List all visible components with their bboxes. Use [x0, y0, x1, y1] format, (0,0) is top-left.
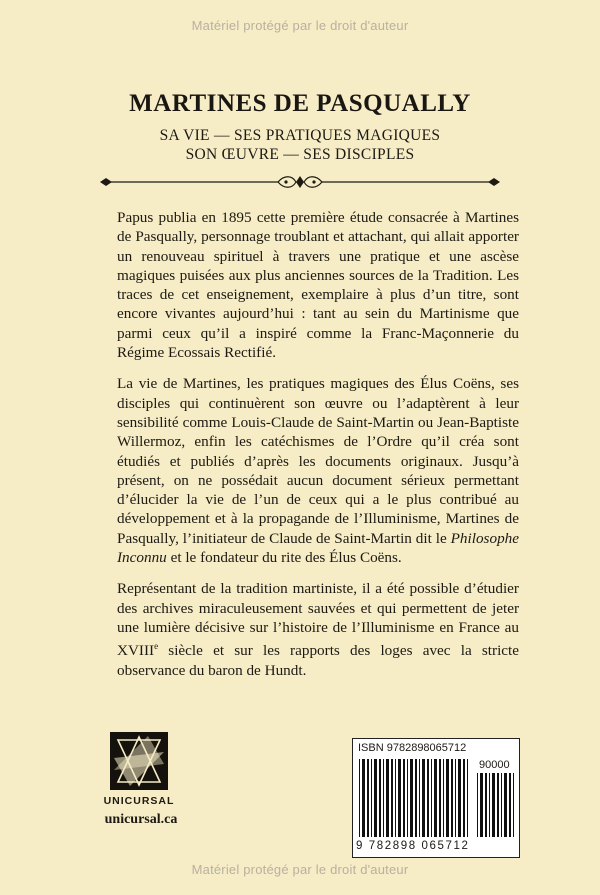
barcode-bar [492, 773, 495, 837]
barcode-bar [446, 759, 449, 837]
barcode-bar [383, 759, 384, 837]
superscript-e: e [154, 641, 159, 652]
isbn-barcode-box [352, 738, 520, 858]
publisher-logo-icon [110, 732, 168, 790]
paragraph-2 [117, 374, 519, 567]
barcode-bar [451, 759, 453, 837]
isbn-label: ISBN 9782898065712 [358, 742, 467, 754]
barcode-bar [403, 759, 405, 837]
barcode-bar [359, 759, 360, 837]
barcode-bar [463, 759, 465, 837]
barcode-bar [443, 759, 444, 837]
barcode-addon-bars [477, 773, 515, 837]
barcode-bar [501, 773, 502, 837]
barcode-bar [415, 759, 417, 837]
barcode-bar [497, 773, 499, 837]
barcode-bar [439, 759, 441, 837]
barcode-bar [422, 759, 425, 837]
barcode-bar [371, 759, 372, 837]
watermark-top: Matériel protégé par le droit d'auteur [191, 18, 409, 33]
barcode-bar [410, 759, 413, 837]
barcode-bar [395, 759, 396, 837]
barcode-bar [362, 759, 365, 837]
subtitle-line-1: SA VIE — SES PRATIQUES MAGIQUES [159, 127, 441, 144]
price-code: 90000 [479, 759, 510, 771]
barcode-bar [489, 773, 490, 837]
watermark-bottom: Matériel protégé par le droit d'auteur [191, 862, 409, 877]
barcode-bar [480, 773, 483, 837]
barcode-digits: 9 782898 065712 [356, 840, 470, 852]
publisher-website: unicursal.ca [104, 812, 178, 827]
paragraph-1: Papus publia en 1895 cette première étude consacrée à Martines de Pasqually, personnage troublant et attachant, qui allait apporter un renouveau spirituel à travers une pratique et une ascèse magiques puisées aux plus anciennes sources de la Tradition. Les traces de cet enseignement, exemplaire à plus d’un titre, sont encore vivantes aujourd’hui : tant au sein du Martinisme que parmi ceux qu’il a inspiré comme la Franc-Maçonnerie du Régime Ecossais Rectifié. [117, 209, 519, 362]
book-title: MARTINES DE PASQUALLY [129, 90, 471, 117]
paragraph-3-text: Représentant de la tradition martiniste, il a été possible d’étudier des archives miraculeusement sauvées et qui permettent de jeter une lumière décisive sur l’histoire de l’Illuminisme en France au XVIII [117, 580, 519, 660]
barcode-bar [427, 759, 429, 837]
barcode-bar [504, 773, 507, 837]
subtitle-line-2: SON ŒUVRE — SES DISCIPLES [185, 146, 415, 163]
barcode-bar [485, 773, 487, 837]
barcode-bar [419, 759, 420, 837]
italic-philosophe-inconnu: Philosophe Inconnu [117, 529, 519, 567]
barcode-bar [386, 759, 389, 837]
back-cover-text [117, 208, 519, 692]
barcode-bar [407, 759, 408, 837]
paragraph-2-text: La vie de Martines, les pratiques magiques des Élus Coëns, ses disciples qui continuèrent son œuvre ou l’adaptèrent à leur sensibilité comme Louis-Claude de Saint-Martin ou Jean-Baptiste Willermoz, enfin les catéchismes de l’Ordre qu’il créa sont étudiés et publiés d’après les documents originaux. Jusqu’à présent, on ne possédait aucun document sérieux permettant d’élucider la vie de l’un de ceux qui a le plus contribué au développement et à la propagande de l’Illuminisme, Martines de Pasqually, l’initiateur de Claude de Saint-Martin dit le [117, 375, 519, 547]
paragraph-3 [117, 579, 519, 680]
paragraph-3-end: siècle et sur les rapports des loges avec la stricte observance du baron de Hundt. [117, 642, 519, 679]
barcode-bar [477, 773, 478, 837]
barcode-bar [391, 759, 393, 837]
barcode-bar [509, 773, 511, 837]
barcode-bar [398, 759, 401, 837]
barcode-bar [434, 759, 437, 837]
barcode-bar [513, 773, 514, 837]
barcode-bar [431, 759, 432, 837]
paragraph-2-end: et le fondateur du rite des Élus Coëns. [166, 549, 402, 567]
barcode-bar [458, 759, 461, 837]
barcode-bar [467, 759, 468, 837]
barcode-bar [379, 759, 381, 837]
barcode-bar [455, 759, 456, 837]
barcode-bars [359, 759, 469, 837]
ornamental-divider [100, 172, 500, 192]
barcode-bar [367, 759, 369, 837]
barcode-bar [374, 759, 377, 837]
publisher-name: UNICURSAL [103, 795, 175, 807]
